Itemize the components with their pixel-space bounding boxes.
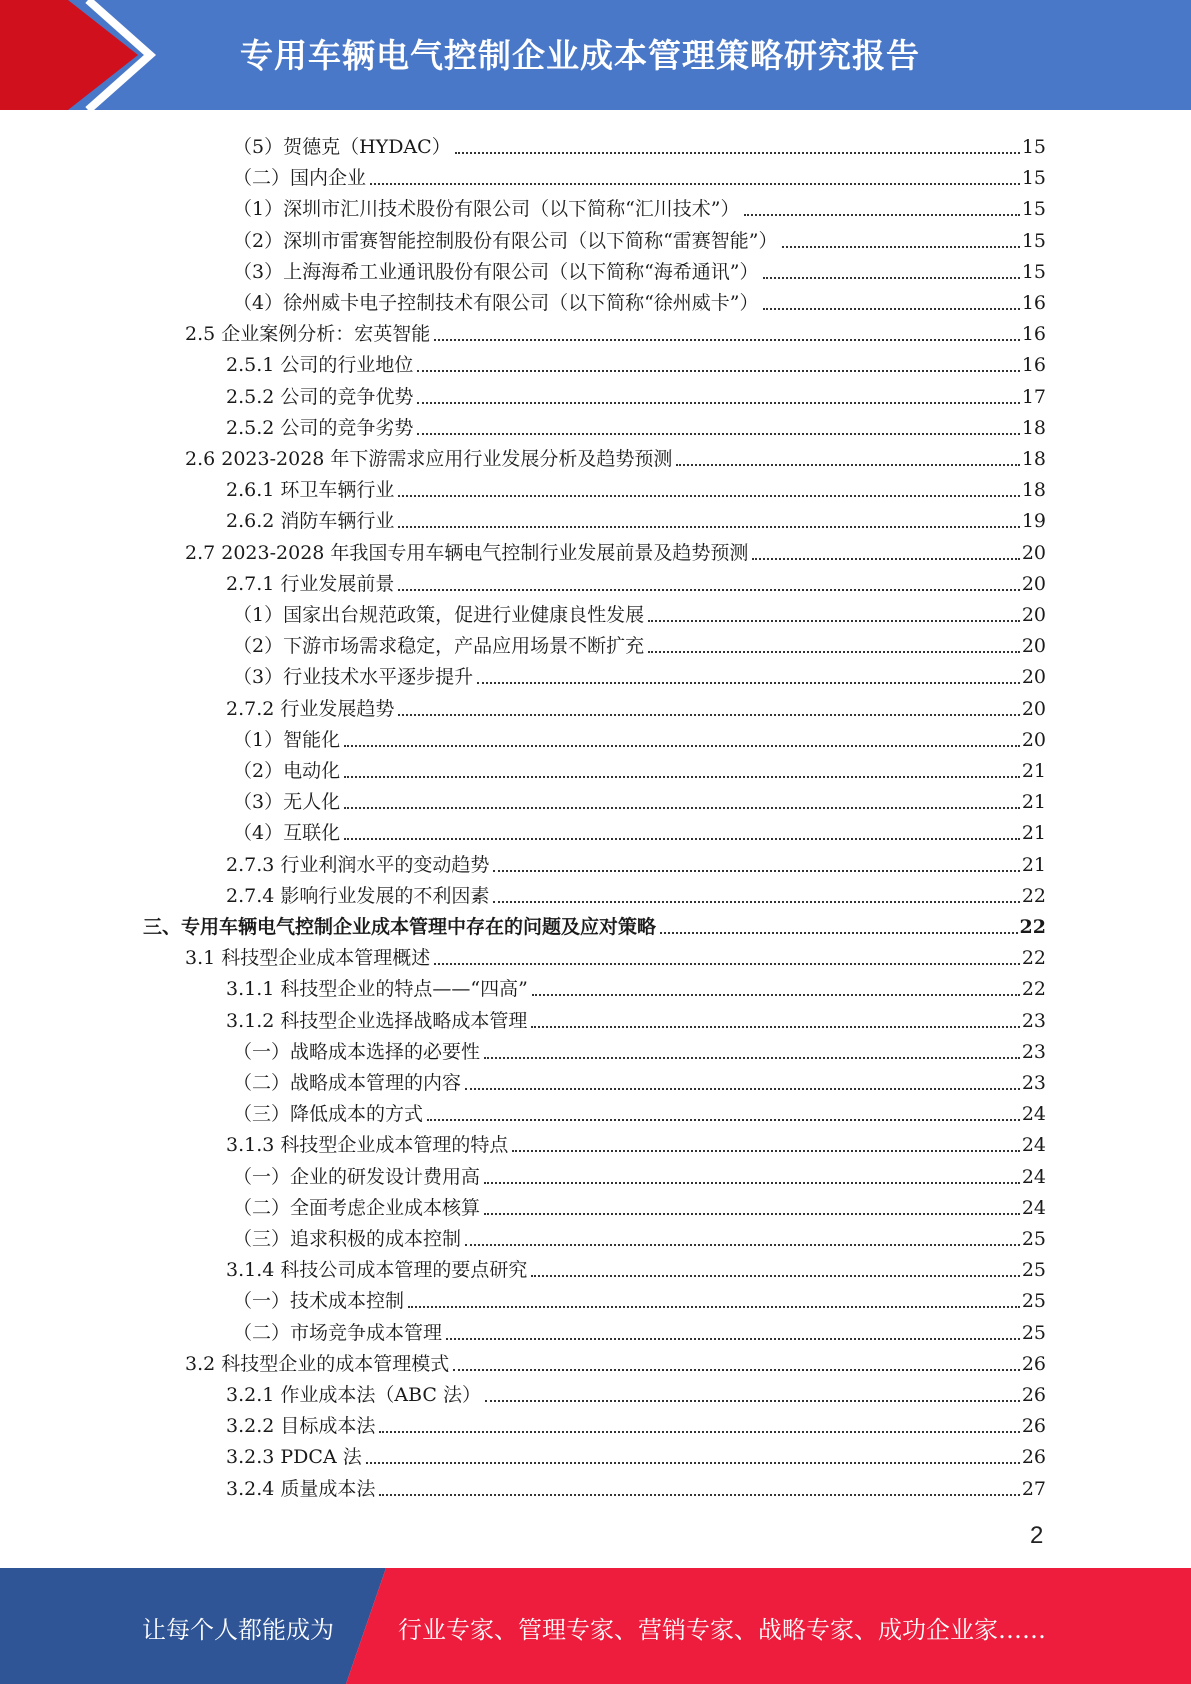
toc-entry-page: 22 [1021,947,1046,970]
toc-dot-leader [455,152,1020,154]
toc-dot-leader [398,589,1019,591]
toc-dot-leader [477,682,1020,684]
toc-dot-leader [512,1150,1019,1152]
report-title: 专用车辆电气控制企业成本管理策略研究报告 [240,36,920,75]
toc-entry[interactable] [226,690,1046,721]
toc-entry-title: 3.1.2 科技型企业选择战略成本管理 [226,1009,528,1032]
toc-dot-leader [744,214,1020,216]
toc-entry-title: （4）徐州威卡电子控制技术有限公司（以下简称“徐州威卡”） [233,292,759,314]
toc-entry-page: 25 [1021,1259,1046,1282]
toc-entry[interactable] [226,1470,1046,1501]
toc-entry-page: 24 [1021,1196,1046,1219]
toc-entry[interactable] [233,752,1046,783]
toc-entry[interactable] [233,1095,1046,1126]
toc-entry-page: 16 [1021,292,1046,314]
toc-entry[interactable] [226,846,1046,877]
toc-entry-title: 2.5.2 公司的竞争优势 [226,385,414,408]
toc-entry-page: 18 [1021,448,1046,470]
toc-entry[interactable] [233,814,1046,845]
toc-entry[interactable] [233,658,1046,689]
toc-dot-leader [648,620,1020,622]
toc-entry-page: 25 [1021,1290,1046,1313]
toc-entry[interactable] [233,627,1046,658]
toc-entry-page: 15 [1021,198,1046,221]
toc-dot-leader [493,901,1019,903]
toc-entry-title: （一）技术成本控制 [233,1290,405,1313]
toc-entry-page: 22 [1021,978,1046,1001]
toc-entry[interactable] [226,1251,1046,1282]
toc-entry[interactable] [226,1376,1046,1407]
toc-entry[interactable] [185,939,1046,970]
toc-entry-page: 24 [1021,1134,1046,1157]
toc-entry-page: 22 [1019,916,1046,938]
toc-entry[interactable] [233,190,1046,221]
toc-dot-leader [366,1462,1020,1464]
toc-dot-leader [379,1494,1019,1496]
toc-entry-page: 16 [1021,354,1046,377]
page-header [0,0,1191,110]
toc-entry[interactable] [226,471,1046,502]
toc-entry-title: 3.2.1 作业成本法（ABC 法） [226,1384,481,1406]
toc-entry-page: 20 [1021,728,1046,751]
toc-entry[interactable] [185,534,1046,565]
toc-entry-title: 3.2.2 目标成本法 [226,1415,376,1438]
toc-entry-page: 20 [1021,604,1046,626]
toc-entry-page: 15 [1021,229,1046,252]
toc-entry[interactable] [226,1438,1046,1469]
toc-entry[interactable] [226,565,1046,596]
toc-dot-leader [676,464,1019,466]
toc-entry[interactable] [233,1220,1046,1251]
toc-dot-leader [752,558,1019,560]
toc-entry-page: 21 [1021,853,1046,876]
toc-entry[interactable] [226,502,1046,533]
toc-entry[interactable] [233,596,1046,627]
toc-entry-page: 26 [1021,1446,1046,1469]
toc-entry-page: 26 [1021,1415,1046,1438]
toc-entry-page: 16 [1021,323,1046,346]
toc-entry-page: 22 [1021,884,1046,907]
toc-dot-leader [465,1088,1020,1090]
toc-dot-leader [408,1306,1020,1308]
toc-entry-title: 2.7.1 行业发展前景 [226,572,395,595]
toc-entry-title: （1）深圳市汇川技术股份有限公司（以下简称“汇川技术”） [233,198,740,221]
toc-entry[interactable] [233,222,1046,253]
toc-entry-title: 2.7.2 行业发展趋势 [226,697,395,720]
toc-entry-title: 2.5 企业案例分析：宏英智能 [185,323,431,346]
toc-entry-page: 19 [1021,510,1046,533]
toc-entry[interactable] [233,253,1046,284]
toc-entry[interactable] [233,783,1046,814]
toc-entry-title: 2.6 2023-2028 年下游需求应用行业发展分析及趋势预测 [185,448,673,470]
toc-dot-leader [465,1244,1020,1246]
toc-dot-leader [417,370,1019,372]
toc-dot-leader [379,1431,1019,1433]
toc-dot-leader [493,870,1019,872]
toc-entry-page: 23 [1021,1040,1046,1063]
chevron-arrow-icon [0,0,160,110]
toc-entry-title: 3.2 科技型企业的成本管理模式 [185,1352,450,1375]
toc-entry[interactable] [233,1064,1046,1095]
toc-entry-title: （三）追求积极的成本控制 [233,1228,462,1250]
toc-entry-page: 18 [1021,479,1046,502]
toc-dot-leader [453,1369,1020,1371]
toc-entry-title: 2.7 2023-2028 年我国专用车辆电气控制行业发展前景及趋势预测 [185,541,749,564]
toc-entry-title: 2.5.1 公司的行业地位 [226,354,414,377]
toc-entry-title: （二）战略成本管理的内容 [233,1072,462,1094]
toc-entry-page: 25 [1021,1228,1046,1250]
toc-entry-title: 3.2.4 质量成本法 [226,1477,376,1500]
toc-entry[interactable] [143,908,1046,939]
toc-entry-page: 26 [1021,1384,1046,1406]
toc-entry-title: （3）无人化 [233,791,341,814]
toc-entry-title: （2）下游市场需求稳定，产品应用场景不断扩充 [233,635,645,658]
toc-entry-title: 三、专用车辆电气控制企业成本管理中存在的问题及应对策略 [143,916,657,938]
toc-entry[interactable] [233,1158,1046,1189]
toc-entry[interactable] [233,1282,1046,1313]
toc-entry[interactable] [226,970,1046,1001]
toc-entry-title: 2.7.3 行业利润水平的变动趋势 [226,853,490,876]
toc-dot-leader [484,1182,1020,1184]
toc-entry-page: 25 [1021,1321,1046,1344]
toc-entry-page: 20 [1021,541,1046,564]
page-footer [0,1568,1191,1684]
toc-entry[interactable] [185,440,1046,471]
toc-dot-leader [484,1057,1020,1059]
toc-entry[interactable] [226,1407,1046,1438]
toc-entry-page: 15 [1021,260,1046,283]
page-number: 2 [1030,1522,1044,1549]
toc-entry-title: （1）智能化 [233,728,341,751]
toc-entry-page: 23 [1021,1009,1046,1032]
toc-entry-title: 2.7.4 影响行业发展的不利因素 [226,884,490,907]
toc-dot-leader [485,1400,1020,1402]
toc-dot-leader [434,963,1020,965]
toc-entry-title: （3）上海海希工业通讯股份有限公司（以下简称“海希通讯”） [233,260,759,283]
toc-entry-title: （三）降低成本的方式 [233,1103,424,1126]
toc-entry[interactable] [233,1033,1046,1064]
toc-dot-leader [532,994,1020,996]
toc-entry[interactable] [226,1002,1046,1033]
toc-entry-title: 2.6.1 环卫车辆行业 [226,479,395,502]
toc-entry-title: （一）战略成本选择的必要性 [233,1040,481,1063]
toc-dot-leader [417,402,1019,404]
toc-entry[interactable] [233,1314,1046,1345]
toc-dot-leader [763,277,1020,279]
toc-entry-page: 20 [1021,635,1046,658]
toc-dot-leader [763,308,1020,310]
toc-entry-title: （二）国内企业 [233,167,367,190]
toc-dot-leader [344,745,1020,747]
toc-entry-title: 3.1.1 科技型企业的特点——“四高” [226,978,528,1001]
toc-dot-leader [434,339,1020,341]
toc-dot-leader [531,1275,1019,1277]
toc-dot-leader [427,1119,1020,1121]
toc-entry[interactable] [233,159,1046,190]
toc-entry-page: 27 [1021,1477,1046,1500]
toc-entry-page: 23 [1021,1072,1046,1094]
toc-entry-page: 24 [1021,1103,1046,1126]
toc-entry[interactable] [226,378,1046,409]
toc-entry-title: （2）电动化 [233,760,341,782]
toc-entry-page: 17 [1021,385,1046,408]
toc-entry[interactable] [185,315,1046,346]
toc-entry-title: 3.2.3 PDCA 法 [226,1446,362,1469]
toc-dot-leader [398,526,1019,528]
toc-dot-leader [648,651,1020,653]
toc-entry-page: 21 [1021,791,1046,814]
toc-entry-title: 2.5.2 公司的竞争劣势 [226,416,414,439]
toc-entry-title: （二）全面考虑企业成本核算 [233,1196,481,1219]
toc-entry-title: （3）行业技术水平逐步提升 [233,666,474,689]
toc-entry-page: 21 [1021,760,1046,782]
toc-entry[interactable] [233,128,1046,159]
toc-entry[interactable] [226,409,1046,440]
toc-entry-title: 3.1.3 科技型企业成本管理的特点 [226,1134,509,1157]
toc-dot-leader [417,433,1019,435]
toc-entry-page: 15 [1021,167,1046,190]
toc-dot-leader [398,714,1019,716]
footer-slogan-right: 行业专家、管理专家、营销专家、战略专家、成功企业家…… [398,1616,1046,1644]
toc-dot-leader [344,807,1020,809]
toc-entry-page: 20 [1021,666,1046,689]
toc-entry-title: （1）国家出台规范政策，促进行业健康良性发展 [233,604,645,626]
toc-entry-page: 26 [1021,1352,1046,1375]
toc-dot-leader [660,932,1018,934]
toc-entry-title: 3.1.4 科技公司成本管理的要点研究 [226,1259,528,1282]
toc-entry-title: 3.1 科技型企业成本管理概述 [185,947,431,970]
toc-entry-title: （4）互联化 [233,822,341,845]
toc-entry-title: （一）企业的研发设计费用高 [233,1165,481,1188]
toc-dot-leader [370,183,1020,185]
footer-slogan-left: 让每个人都能成为 [142,1616,334,1644]
toc-entry[interactable] [226,877,1046,908]
toc-entry-page: 15 [1021,136,1046,158]
toc-entry-title: （2）深圳市雷赛智能控制股份有限公司（以下简称“雷赛智能”） [233,229,778,252]
toc-dot-leader [531,1026,1019,1028]
toc-dot-leader [446,1338,1020,1340]
toc-dot-leader [782,246,1020,248]
toc-entry-page: 20 [1021,572,1046,595]
toc-entry-title: 2.6.2 消防车辆行业 [226,510,395,533]
toc-entry-page: 24 [1021,1165,1046,1188]
toc-entry[interactable] [185,1345,1046,1376]
toc-dot-leader [484,1213,1020,1215]
toc-dot-leader [398,495,1019,497]
toc-entry[interactable] [226,1126,1046,1157]
toc-entry[interactable] [233,284,1046,315]
toc-entry-page: 21 [1021,822,1046,845]
toc-entry-page: 18 [1021,416,1046,439]
toc-entry[interactable] [233,1189,1046,1220]
toc-dot-leader [344,776,1020,778]
toc-entry-title: （5）贺德克（HYDAC） [233,136,451,158]
toc-entry-title: （二）市场竞争成本管理 [233,1321,443,1344]
toc-entry[interactable] [233,721,1046,752]
toc-entry[interactable] [226,346,1046,377]
toc-dot-leader [344,838,1020,840]
toc-entry-page: 20 [1021,697,1046,720]
